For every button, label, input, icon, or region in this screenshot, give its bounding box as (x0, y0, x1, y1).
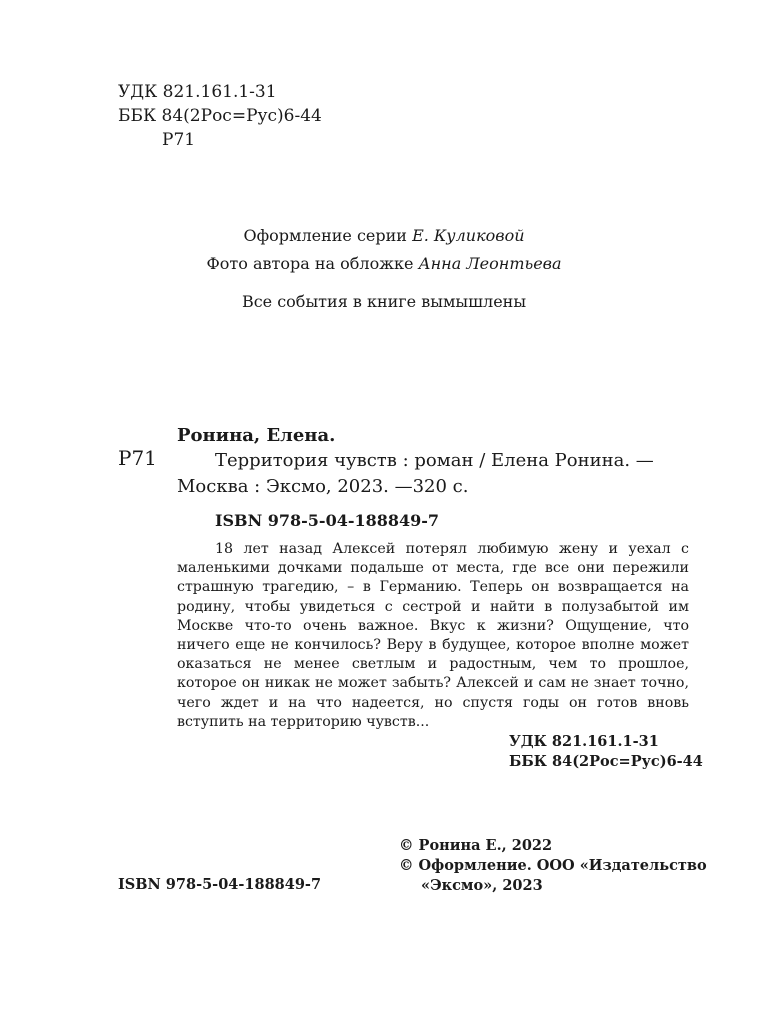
author-heading: Ронина, Елена. (177, 425, 336, 446)
cover-photo-label: Фото автора на обложке (206, 254, 414, 273)
top-bbk: ББК 84(2Рос=Рус)6-44 (118, 106, 322, 126)
isbn-main: ISBN 978-5-04-188849-7 (215, 511, 440, 530)
isbn-bottom: ISBN 978-5-04-188849-7 (118, 876, 322, 893)
series-design-credit (0, 226, 768, 245)
cover-photo-credit (0, 254, 768, 273)
bottom-udk: УДК 821.161.1-31 (509, 733, 659, 750)
bottom-bbk: ББК 84(2Рос=Рус)6-44 (509, 753, 703, 770)
series-design-name: Е. Куликовой (412, 226, 525, 245)
annotation-block (177, 540, 689, 732)
bottom-index-block (509, 732, 703, 772)
annotation-text: 18 лет назад Алексей потерял любимую жену и уехал с маленькими дочками подальше от места, где все они пережили страшную трагедию, – в Германию. Теперь он возвращается на родину, чтобы увидеться с сестрой и найти в полузабытой им Москве что-то очень важное. Вкус к жизни? Ощущение, что ничего еще не кончилось? Веру в будущее, которое вполне может оказаться не менее светлым и радостным, чем то прошлое, которое он никак не может забыть? Алексей и сам не знает точно, чего ждет и на что надеется, но спустя годы он готов вновь вступить на территорию чувств... (177, 541, 689, 730)
series-design-label: Оформление серии (243, 226, 407, 245)
title-line-2: Москва : Эксмо, 2023. —320 с. (177, 476, 469, 497)
cover-photo-name: Анна Леонтьева (418, 254, 562, 273)
copyright-design: © Оформление. ООО «Издательство (399, 857, 707, 874)
author-code: Р71 (118, 446, 157, 470)
top-index-block (118, 80, 322, 152)
title-line-1: Территория чувств : роман / Елена Ронина. — (215, 450, 654, 471)
fiction-note: Все события в книге вымышлены (241, 292, 527, 311)
copyright-block (399, 836, 707, 896)
copyright-author: © Ронина Е., 2022 (399, 837, 553, 854)
top-author-code: Р71 (162, 130, 196, 150)
copyright-publisher: «Эксмо», 2023 (421, 877, 543, 894)
top-udk: УДК 821.161.1-31 (118, 82, 277, 102)
